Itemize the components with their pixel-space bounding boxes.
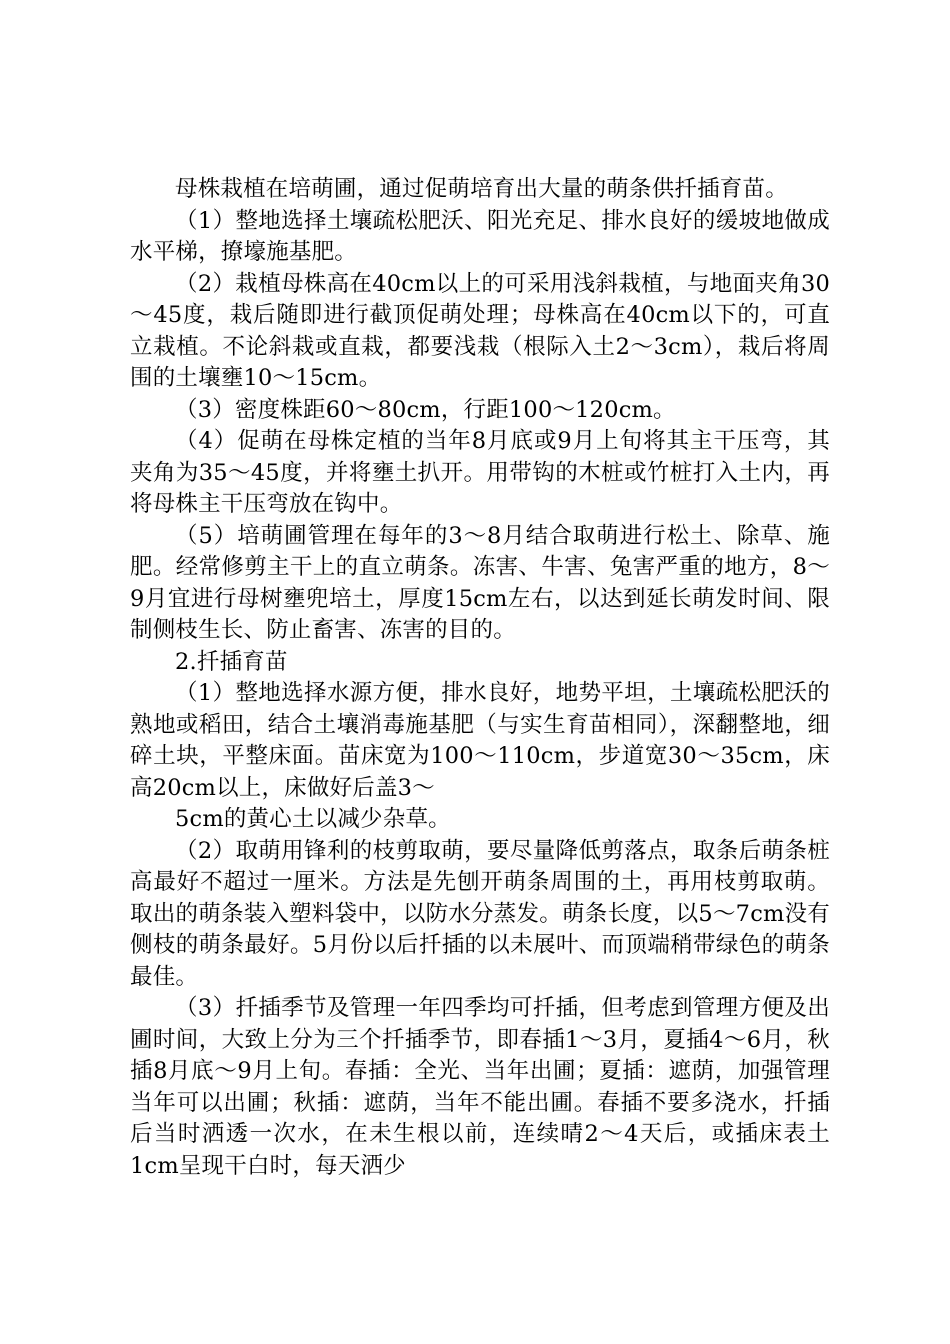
paragraph-sprouting: （4）促萌在母株定植的当年8月底或9月上旬将其主干压弯，其夹角为35～45度，并将壅土扒开。用带钩的木桩或竹桩打入土内，再将母株主干压弯放在钩中。	[130, 428, 830, 517]
paragraph-cutting-site-preparation: （1）整地选择水源方便，排水良好，地势平坦，土壤疏松肥沃的熟地或稻田，结合土壤消毒施基肥（与实生育苗相同），深翻整地，细碎土块，平整床面。苗床宽为100～110cm，步道宽30～35cm，床高20cm以上，床做好后盖3～	[130, 680, 830, 801]
paragraph-nursery-management: （5）培萌圃管理在每年的3～8月结合取萌进行松土、除草、施肥。经常修剪主干上的直立萌条。冻害、牛害、兔害严重的地方，8～9月宜进行母树壅兜培土，厚度15cm左右，以达到延长萌发时间、限制侧枝生长、防止畜害、冻害的目的。	[130, 522, 830, 643]
paragraph-cutting-continuation: 5cm的黄心土以减少杂草。	[175, 806, 451, 832]
document-body	[130, 174, 830, 1182]
paragraph-site-preparation: （1）整地选择土壤疏松肥沃、阳光充足、排水良好的缓坡地做成水平梯，撩壕施基肥。	[130, 207, 830, 265]
paragraph-density: （3）密度株距60～80cm，行距100～120cm。	[175, 396, 676, 423]
paragraph-collecting-sprouts: （2）取萌用锋利的枝剪取萌，要尽量降低剪落点，取条后萌条桩高最好不超过一厘米。方法是先刨开萌条周围的土，再用枝剪取萌。取出的萌条装入塑料袋中，以防水分蒸发。萌条长度，以5～7cm没有侧枝的萌条最好。5月份以后扦插的以未展叶、而顶端稍带绿色的萌条最佳。	[130, 837, 830, 990]
section-heading-cutting: 2.扦插育苗	[175, 648, 288, 675]
paragraph-planting: （2）栽植母株高在40cm以上的可采用浅斜栽植，与地面夹角30～45度，栽后随即进行截顶促萌处理；母株高在40cm以下的，可直立栽植。不论斜栽或直栽，都要浅栽（根际入土2～3cm），栽后将周围的土壤壅10～15cm。	[130, 270, 830, 391]
paragraph-intro: 母株栽植在培萌圃，通过促萌培育出大量的萌条供扦插育苗。	[175, 176, 788, 202]
paragraph-cutting-season: （3）扦插季节及管理一年四季均可扦插，但考虑到管理方便及出圃时间，大致上分为三个扦插季节，即春插1～3月，夏插4～6月，秋插8月底～9月上旬。春插：全光、当年出圃；夏插：遮荫，加强管理当年可以出圃；秋插：遮荫，当年不能出圃。春插不要多浇水，扦插后当时洒透一次水，在未生根以前，连续晴2～4天后，或插床表土1cm呈现干白时，每天洒少	[130, 995, 830, 1179]
